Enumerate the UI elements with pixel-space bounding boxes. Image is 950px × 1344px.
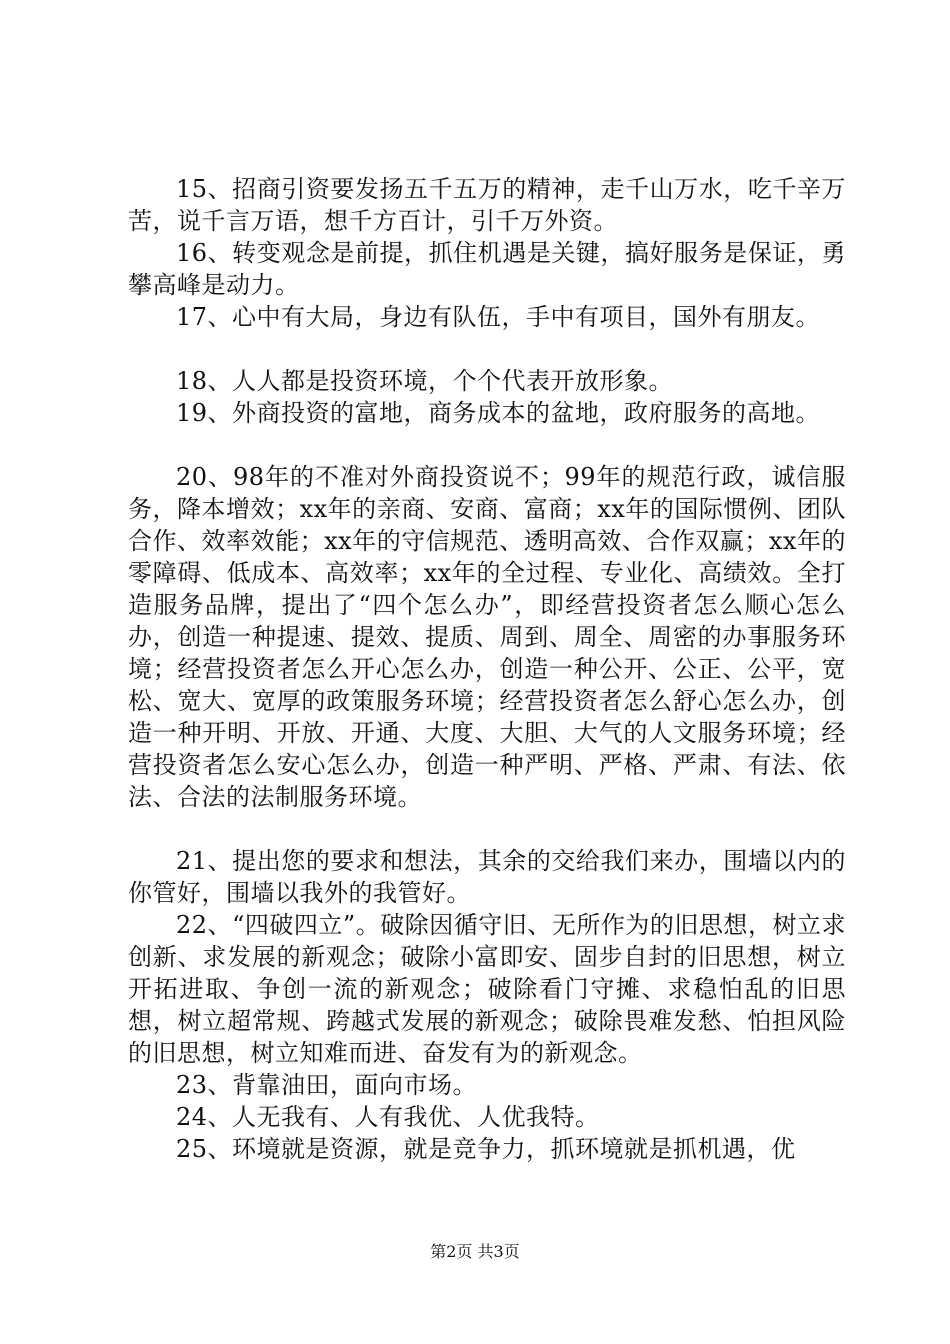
blank-line (128, 813, 846, 845)
paragraph-20: 20、98年的不准对外商投资说不；99年的规范行政，诚信服务，降本增效；xx年的亲商、安商、富商；xx年的国际惯例、团队合作、效率效能；xx年的守信规范、透明高效、合作双赢；xx年的零障碍、低成本、高效率；xx年的全过程、专业化、高绩效。全打造服务品牌，提出了“四个怎么办”，即经营投资者怎么顺心怎么办，创造一种提速、提效、提质、周到、周全、周密的办事服务环境；经营投资者怎么开心怎么办，创造一种公开、公正、公平，宽松、宽大、宽厚的政策服务环境；经营投资者怎么舒心怎么办，创造一种开明、开放、开通、大度、大胆、大气的人文服务环境；经营投资者怎么安心怎么办，创造一种严明、严格、严肃、有法、依法、合法的法制服务环境。 (128, 463, 846, 811)
paragraph-23: 23、背靠油田，面向市场。 (176, 1071, 478, 1099)
document-body (128, 173, 846, 1165)
paragraph-22: 22、“四破四立”。破除因循守旧、无所作为的旧思想，树立求创新、求发展的新观念；破除小富即安、固步自封的旧思想，树立开拓进取、争创一流的新观念；破除看门守摊、求稳怕乱的旧思想，树立超常规、跨越式发展的新观念；破除畏难发愁、怕担风险的旧思想，树立知难而进、奋发有为的新观念。 (128, 911, 846, 1067)
paragraph-25: 25、环境就是资源，就是竞争力，抓环境就是抓机遇，优 (176, 1135, 796, 1163)
paragraph-21: 21、提出您的要求和想法，其余的交给我们来办，围墙以内的你管好，围墙以我外的我管好。 (128, 847, 846, 907)
blank-line (128, 429, 846, 461)
paragraph-19: 19、外商投资的富地，商务成本的盆地，政府服务的高地。 (176, 399, 821, 427)
paragraph-24: 24、人无我有、人有我优、人优我特。 (176, 1103, 600, 1131)
page-number-footer: 第2页 共3页 (430, 1242, 520, 1261)
paragraph-15: 15、招商引资要发扬五千五万的精神，走千山万水，吃千辛万苦，说千言万语，想千方百计，引千万外资。 (128, 175, 846, 235)
paragraph-18: 18、人人都是投资环境，个个代表开放形象。 (176, 367, 674, 395)
blank-line (128, 333, 846, 365)
paragraph-16: 16、转变观念是前提，抓住机遇是关键，搞好服务是保证，勇攀高峰是动力。 (128, 239, 846, 299)
paragraph-17: 17、心中有大局，身边有队伍，手中有项目，国外有朋友。 (176, 303, 821, 331)
